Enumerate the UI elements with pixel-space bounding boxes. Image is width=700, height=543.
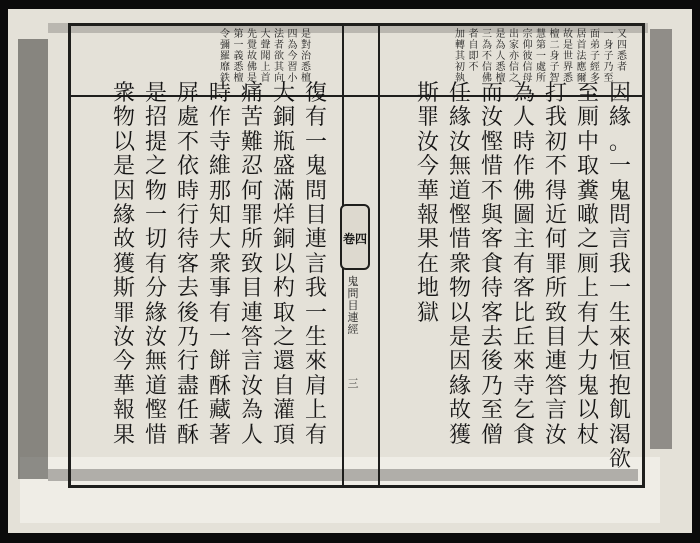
gloss-column: 又 四 悉 者 [617, 29, 627, 73]
gloss-column: 是 對 治 悉 檀 [301, 29, 311, 84]
gloss-column: 出 家 亦 信 之 [509, 29, 519, 84]
text-column: 衆 物 以 是 因 緣 故 獲 斯 罪 汝 今 華 報 果 [112, 81, 135, 448]
text-column: 為 人 時 作 佛 圖 主 有 客 比 丘 來 寺 乞 食 [512, 81, 535, 448]
text-column: 斯 罪 汝 今 華 報 果 在 地 獄 [416, 81, 439, 326]
text-column: 至 厠 中 取 糞 噉 之 厠 上 有 大 力 鬼 以 杖 [576, 81, 599, 448]
gloss-column: 法 者 欲 其 向 [274, 29, 284, 84]
text-column: 是 招 提 之 物 一 切 有 分 緣 汝 無 道 慳 惜 [144, 81, 167, 448]
margin-number: 三 [347, 377, 359, 390]
fish-tail-text: 卷四 [342, 231, 368, 246]
gloss-column: 者 自 即 不 [468, 29, 479, 73]
text-column: 復 有 一 鬼 問 目 連 言 我 一 生 來 肩 上 有 [304, 81, 327, 448]
text-column: 打 我 初 不 得 近 何 罪 所 致 目 連 答 言 汝 [544, 81, 567, 448]
margin-title: 鬼 問 目 連 經 [347, 275, 359, 336]
text-column: 時 作 寺 維 那 知 大 衆 事 有 一 餅 酥 藏 著 [208, 81, 231, 448]
center-right-rule [378, 23, 380, 488]
gloss-column: 四 為 今 習 小 [287, 29, 298, 84]
gloss-column: 三 為 不 信 佛 [482, 29, 492, 84]
text-column: 痛 苦 難 忍 何 罪 所 致 目 連 答 言 汝 為 人 [240, 81, 263, 448]
gloss-column: 第 一 義 悉 檀 [233, 29, 244, 84]
text-column: 因 緣 。 一 鬼 問 言 我 一 生 來 恒 抱 飢 渴 欲 [608, 81, 631, 473]
fish-tail-label [340, 204, 370, 270]
gloss-column: 宗 仰 彼 信 母 [522, 29, 533, 84]
gloss-column: 加 轉 其 初 執 [455, 29, 465, 84]
gloss-column: 檀 二 身 子 智 [549, 29, 560, 84]
text-column: 而 汝 慳 惜 不 與 客 食 待 客 去 後 乃 至 僧 [480, 81, 503, 448]
frame-left-rule [68, 23, 71, 488]
gloss-column: 故 是 世 界 悉 [563, 29, 573, 84]
ink-smudge-right [650, 29, 672, 449]
gloss-column: 面 弟 子 經 多 [590, 29, 600, 84]
gloss-column: 慧 第 一 處 所 [536, 29, 546, 84]
frame-top-rule [70, 23, 644, 26]
gloss-column: 先 覺 故 佛 是 [247, 29, 257, 84]
gloss-column: 令 彌 羅 靡 鉄 [220, 29, 230, 84]
frame-bottom-rule [70, 485, 644, 488]
gloss-column: 是 為 人 悉 檀 [495, 29, 506, 84]
text-column: 任 緣 汝 無 道 慳 惜 衆 物 以 是 因 緣 故 獲 [448, 81, 471, 448]
text-column: 大 銅 瓶 盛 滿 烊 銅 以 杓 取 之 還 自 灌 頂 [272, 81, 295, 448]
gloss-column: 大 聲 聞 上 首 [260, 29, 271, 84]
gloss-column: 一 身 子 乃 至 [603, 29, 614, 84]
frame-right-rule [642, 23, 645, 488]
gloss-column: 居 首 法 應 爾 [576, 29, 587, 84]
ink-smudge-left [18, 39, 48, 479]
text-column: 屏 處 不 依 時 行 待 客 去 後 乃 行 盡 任 酥 [176, 81, 199, 448]
